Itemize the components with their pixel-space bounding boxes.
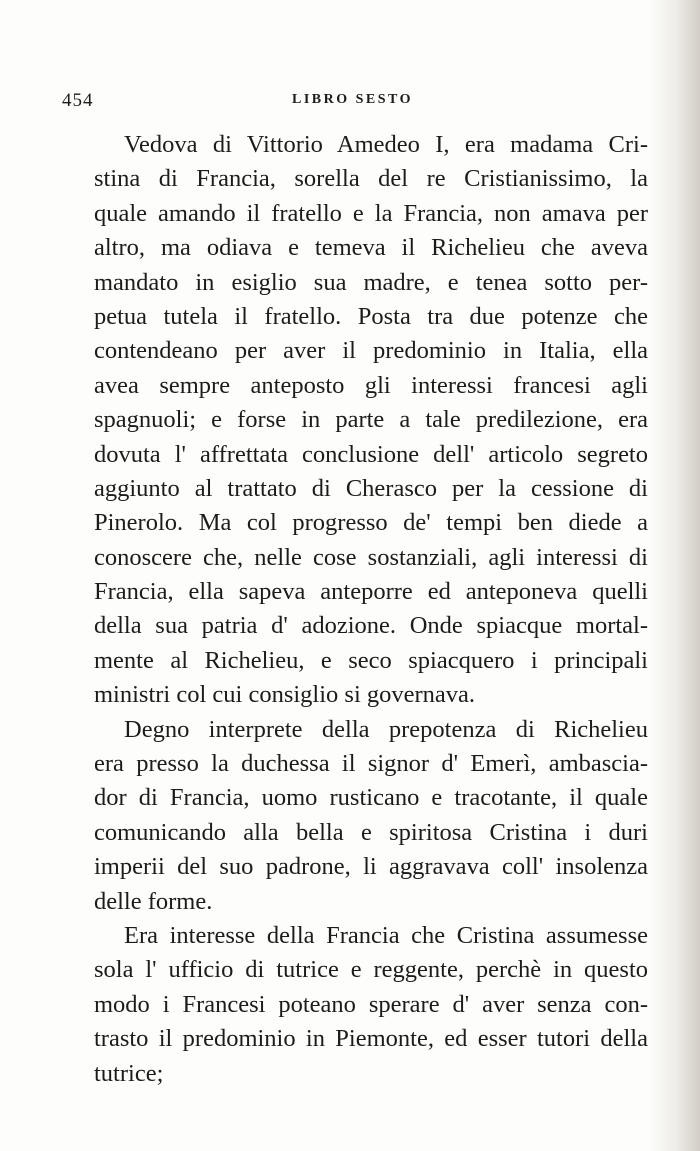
- paragraph-2: [64, 713, 648, 919]
- text-line: mente al Richelieu, e seco spiacquero i principali: [94, 646, 648, 674]
- text-line: conoscere che, nelle cose sostanziali, agli interessi di: [94, 543, 648, 571]
- paragraph-3: [64, 919, 648, 1091]
- text-line: comunicando alla bella e spiritosa Cristina i duri: [94, 818, 648, 846]
- text-line: dovuta l' affrettata conclusione dell' articolo segreto: [94, 440, 648, 468]
- text-line: mandato in esiglio sua madre, e tenea sotto per-: [94, 268, 648, 296]
- text-line: aggiunto al trattato di Cherasco per la cessione di: [94, 474, 648, 502]
- text-line: imperii del suo padrone, li aggravava coll' insolenza: [94, 853, 648, 881]
- text-line: tutrice;: [94, 1059, 164, 1087]
- text-line: Vedova di Vittorio Amedeo I, era madama Cri-: [124, 131, 648, 158]
- text-line: avea sempre anteposto gli interessi francesi agli: [94, 371, 648, 399]
- text-line: quale amando il fratello e la Francia, non amava per: [94, 199, 648, 227]
- paragraph-1: [64, 128, 648, 713]
- text-line: dor di Francia, uomo rusticano e tracotante, il quale: [94, 784, 648, 812]
- text-line: delle forme.: [94, 887, 213, 915]
- text-line: della sua patria d' adozione. Onde spiacque mortal-: [94, 612, 648, 640]
- text-line: altro, ma odiava e temeva il Richelieu che aveva: [94, 234, 648, 262]
- running-head: LIBRO SESTO: [292, 92, 414, 107]
- page-edge-shadow: [648, 0, 700, 1151]
- body-text: [64, 128, 648, 1091]
- text-line: contendeano per aver il predominio in Italia, ella: [94, 337, 648, 365]
- text-line: modo i Francesi poteano sperare d' aver senza con-: [94, 990, 648, 1018]
- text-line: era presso la duchessa il signor d' Emerì, ambascia-: [94, 750, 648, 778]
- text-line: Degno interprete della prepotenza di Richelieu: [124, 715, 648, 743]
- text-line: Francia, ella sapeva anteporre ed anteponeva quelli: [94, 578, 648, 606]
- text-line: petua tutela il fratello. Posta tra due potenze che: [94, 302, 648, 330]
- text-line: sola l' ufficio di tutrice e reggente, perchè in questo: [94, 956, 648, 984]
- text-line: spagnuoli; e forse in parte a tale predilezione, era: [94, 406, 648, 434]
- page-number: 454: [62, 90, 94, 111]
- text-line: stina di Francia, sorella del re Cristianissimo, la: [94, 165, 648, 193]
- text-line: Pinerolo. Ma col progresso de' tempi ben diede a: [94, 509, 648, 537]
- text-line: ministri col cui consiglio si governava.: [94, 681, 476, 709]
- text-line: trasto il predominio in Piemonte, ed esser tutori della: [94, 1025, 648, 1053]
- text-line: Era interesse della Francia che Cristina assumesse: [124, 921, 648, 949]
